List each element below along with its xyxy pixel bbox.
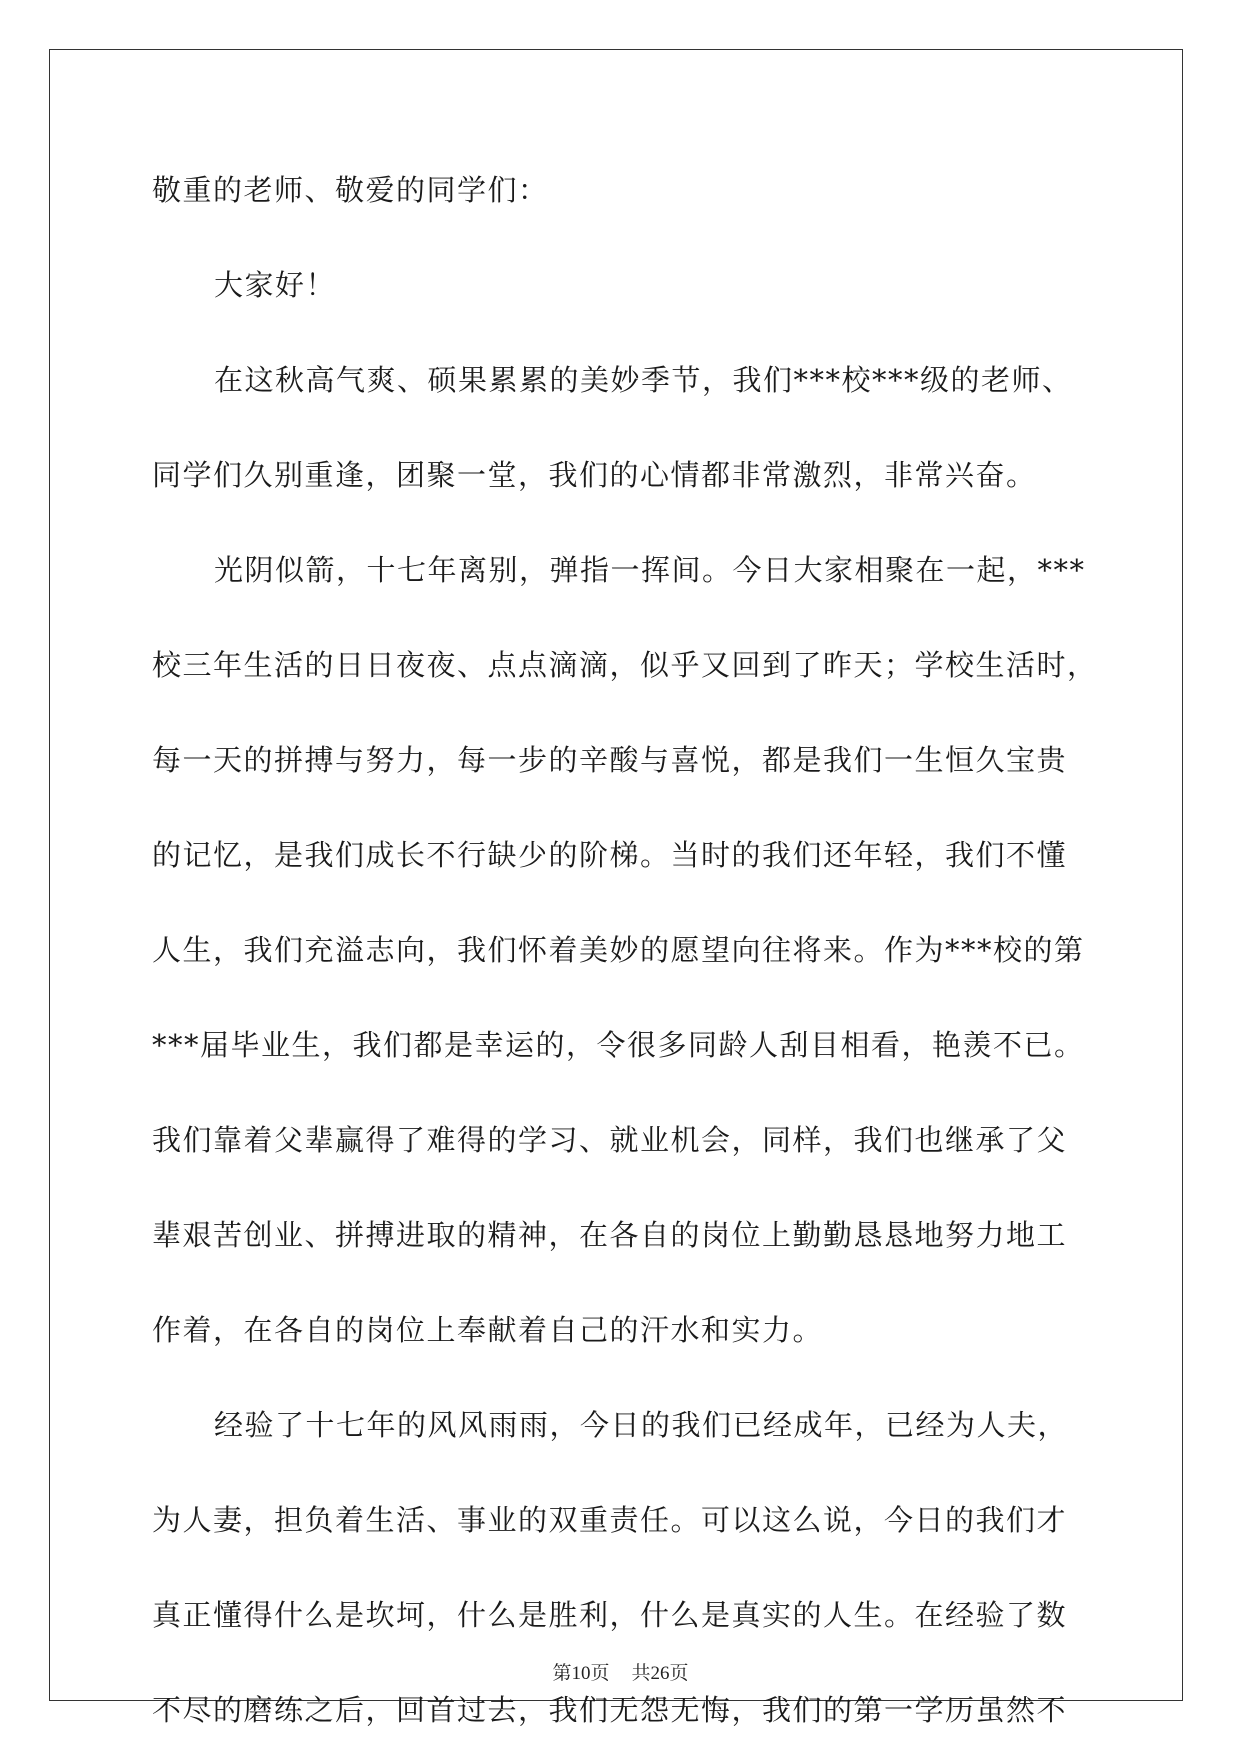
- paragraph-line: 同学们久别重逢，团聚一堂，我们的心情都非常激烈，非常兴奋。: [152, 458, 1037, 492]
- page-number: 第10页: [552, 1663, 610, 1684]
- paragraph-line: 真正懂得什么是坎坷，什么是胜利，什么是真实的人生。在经验了数: [152, 1598, 1068, 1632]
- paragraph-line: 作着，在各自的岗位上奉献着自己的汗水和实力。: [152, 1313, 824, 1347]
- paragraph-line: 在这秋高气爽、硕果累累的美妙季节，我们***校***级的老师、: [214, 363, 1073, 397]
- paragraph-line: 为人妻，担负着生活、事业的双重责任。可以这么说，今日的我们才: [152, 1503, 1068, 1537]
- salutation: 敬重的老师、敬爱的同学们：: [152, 173, 549, 207]
- line-spacing: [152, 1266, 1092, 1300]
- paragraph-line: 辈艰苦创业、拼搏进取的精神，在各自的岗位上勤勤恳恳地努力地工: [152, 1218, 1068, 1252]
- paragraph-line: 不尽的磨练之后，回首过去，我们无怨无悔，我们的第一学历虽然不: [152, 1693, 1068, 1727]
- document-body: [152, 160, 1098, 1741]
- paragraph-line: 的记忆，是我们成长不行缺少的阶梯。当时的我们还年轻，我们不懂: [152, 838, 1068, 872]
- paragraph-line: 人生，我们充溢志向，我们怀着美妙的愿望向往将来。作为***校的第: [152, 933, 1085, 967]
- paragraph-line: 经验了十七年的风风雨雨，今日的我们已经成年，已经为人夫，: [214, 1408, 1069, 1442]
- line-spacing: [152, 601, 1092, 635]
- line-spacing: [152, 1551, 1092, 1585]
- paragraph-line: ***届毕业生，我们都是幸运的，令很多同龄人刮目相看，艳羡不已。: [152, 1028, 1085, 1062]
- page-footer: [0, 1658, 1241, 1685]
- line-spacing: [152, 316, 1092, 350]
- paragraph-line: 光阴似箭，十七年离别，弹指一挥间。今日大家相聚在一起，***: [214, 553, 1086, 587]
- paragraph-line: 校三年生活的日日夜夜、点点滴滴，似乎又回到了昨天；学校生活时，: [152, 648, 1098, 682]
- line-spacing: [152, 221, 1092, 255]
- line-spacing: [152, 1361, 1092, 1395]
- line-spacing: [152, 1171, 1092, 1205]
- line-spacing: [152, 411, 1092, 445]
- line-spacing: [152, 1076, 1092, 1110]
- greeting: 大家好！: [214, 268, 337, 302]
- paragraph-line: 每一天的拼搏与努力，每一步的辛酸与喜悦，都是我们一生恒久宝贵: [152, 743, 1068, 777]
- page-total: 共26页: [631, 1663, 689, 1684]
- line-spacing: [152, 1456, 1092, 1490]
- line-spacing: [152, 886, 1092, 920]
- line-spacing: [152, 506, 1092, 540]
- line-spacing: [152, 791, 1092, 825]
- paragraph-line: 我们靠着父辈赢得了难得的学习、就业机会，同样，我们也继承了父: [152, 1123, 1068, 1157]
- line-spacing: [152, 696, 1092, 730]
- line-spacing: [152, 981, 1092, 1015]
